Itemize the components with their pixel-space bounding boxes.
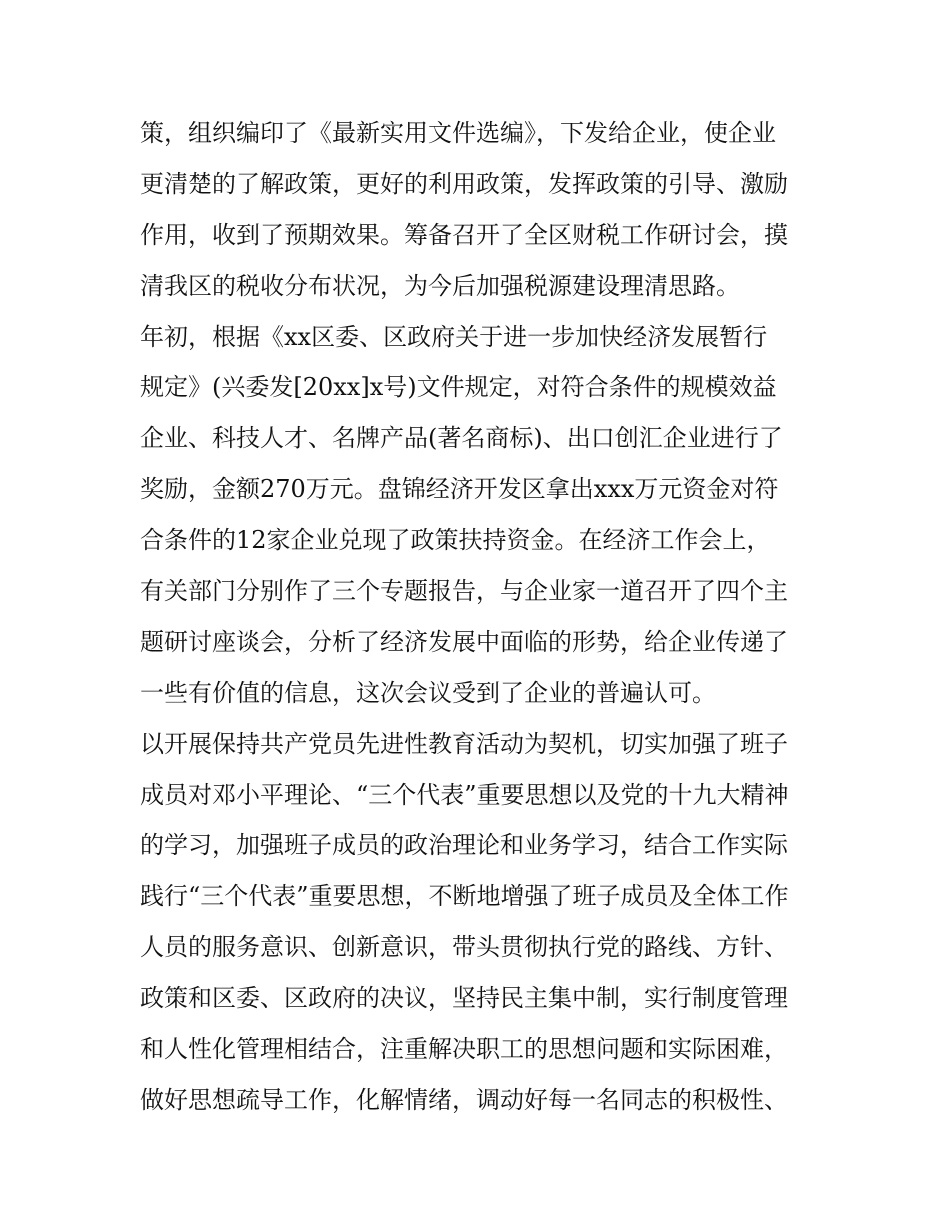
text-line: 题研讨座谈会，分析了经济发展中面临的形势，给企业传递了 [140,627,788,656]
text-line: 成员对邓小平理论、“三个代表”重要思想以及党的十九大精神 [140,780,789,809]
text-line: 年初，根据《xx区委、区政府关于进一步加快经济发展暂行 [140,322,768,351]
text-line: 合条件的12家企业兑现了政策扶持资金。在经济工作会上， [140,526,771,555]
text-line: 以开展保持共产党员先进性教育活动为契机，切实加强了班子 [140,729,788,758]
text-line: 人员的服务意识、创新意识，带头贯彻执行党的路线、方针、 [140,933,788,962]
text-line: 更清楚的了解政策，更好的利用政策，发挥政策的引导、激励 [140,169,788,198]
text-line: 的学习，加强班子成员的政治理论和业务学习，结合工作实际 [140,831,788,860]
text-line: 企业、科技人才、名牌产品(著名商标)、出口创汇企业进行了 [140,424,783,453]
text-line: 策，组织编印了《最新实用文件选编》，下发给企业，使企业 [140,119,776,147]
text-line: 有关部门分别作了三个专题报告，与企业家一道召开了四个主 [140,577,788,606]
text-line: 做好思想疏导工作，化解情绪，调动好每一名同志的积极性、 [140,1085,788,1114]
text-line: 和人性化管理相结合，注重解决职工的思想问题和实际困难， [140,1035,788,1064]
text-line: 践行“三个代表”重要思想，不断地增强了班子成员及全体工作 [140,882,789,911]
text-line: 规定》(兴委发[20xx]x号)文件规定，对符合条件的规模效益 [140,373,777,402]
text-line: 奖励，金额270万元。盘锦经济开发区拿出xxx万元资金对符 [140,475,779,504]
text-line: 一些有价值的信息，这次会议受到了企业的普遍认可。 [140,678,716,707]
text-line: 作用，收到了预期效果。筹备召开了全区财税工作研讨会，摸 [140,220,788,249]
text-line: 清我区的税收分布状况，为今后加强税源建设理清思路。 [140,271,740,300]
text-line: 政策和区委、区政府的决议，坚持民主集中制，实行制度管理 [140,984,788,1013]
body-text [140,108,820,1126]
